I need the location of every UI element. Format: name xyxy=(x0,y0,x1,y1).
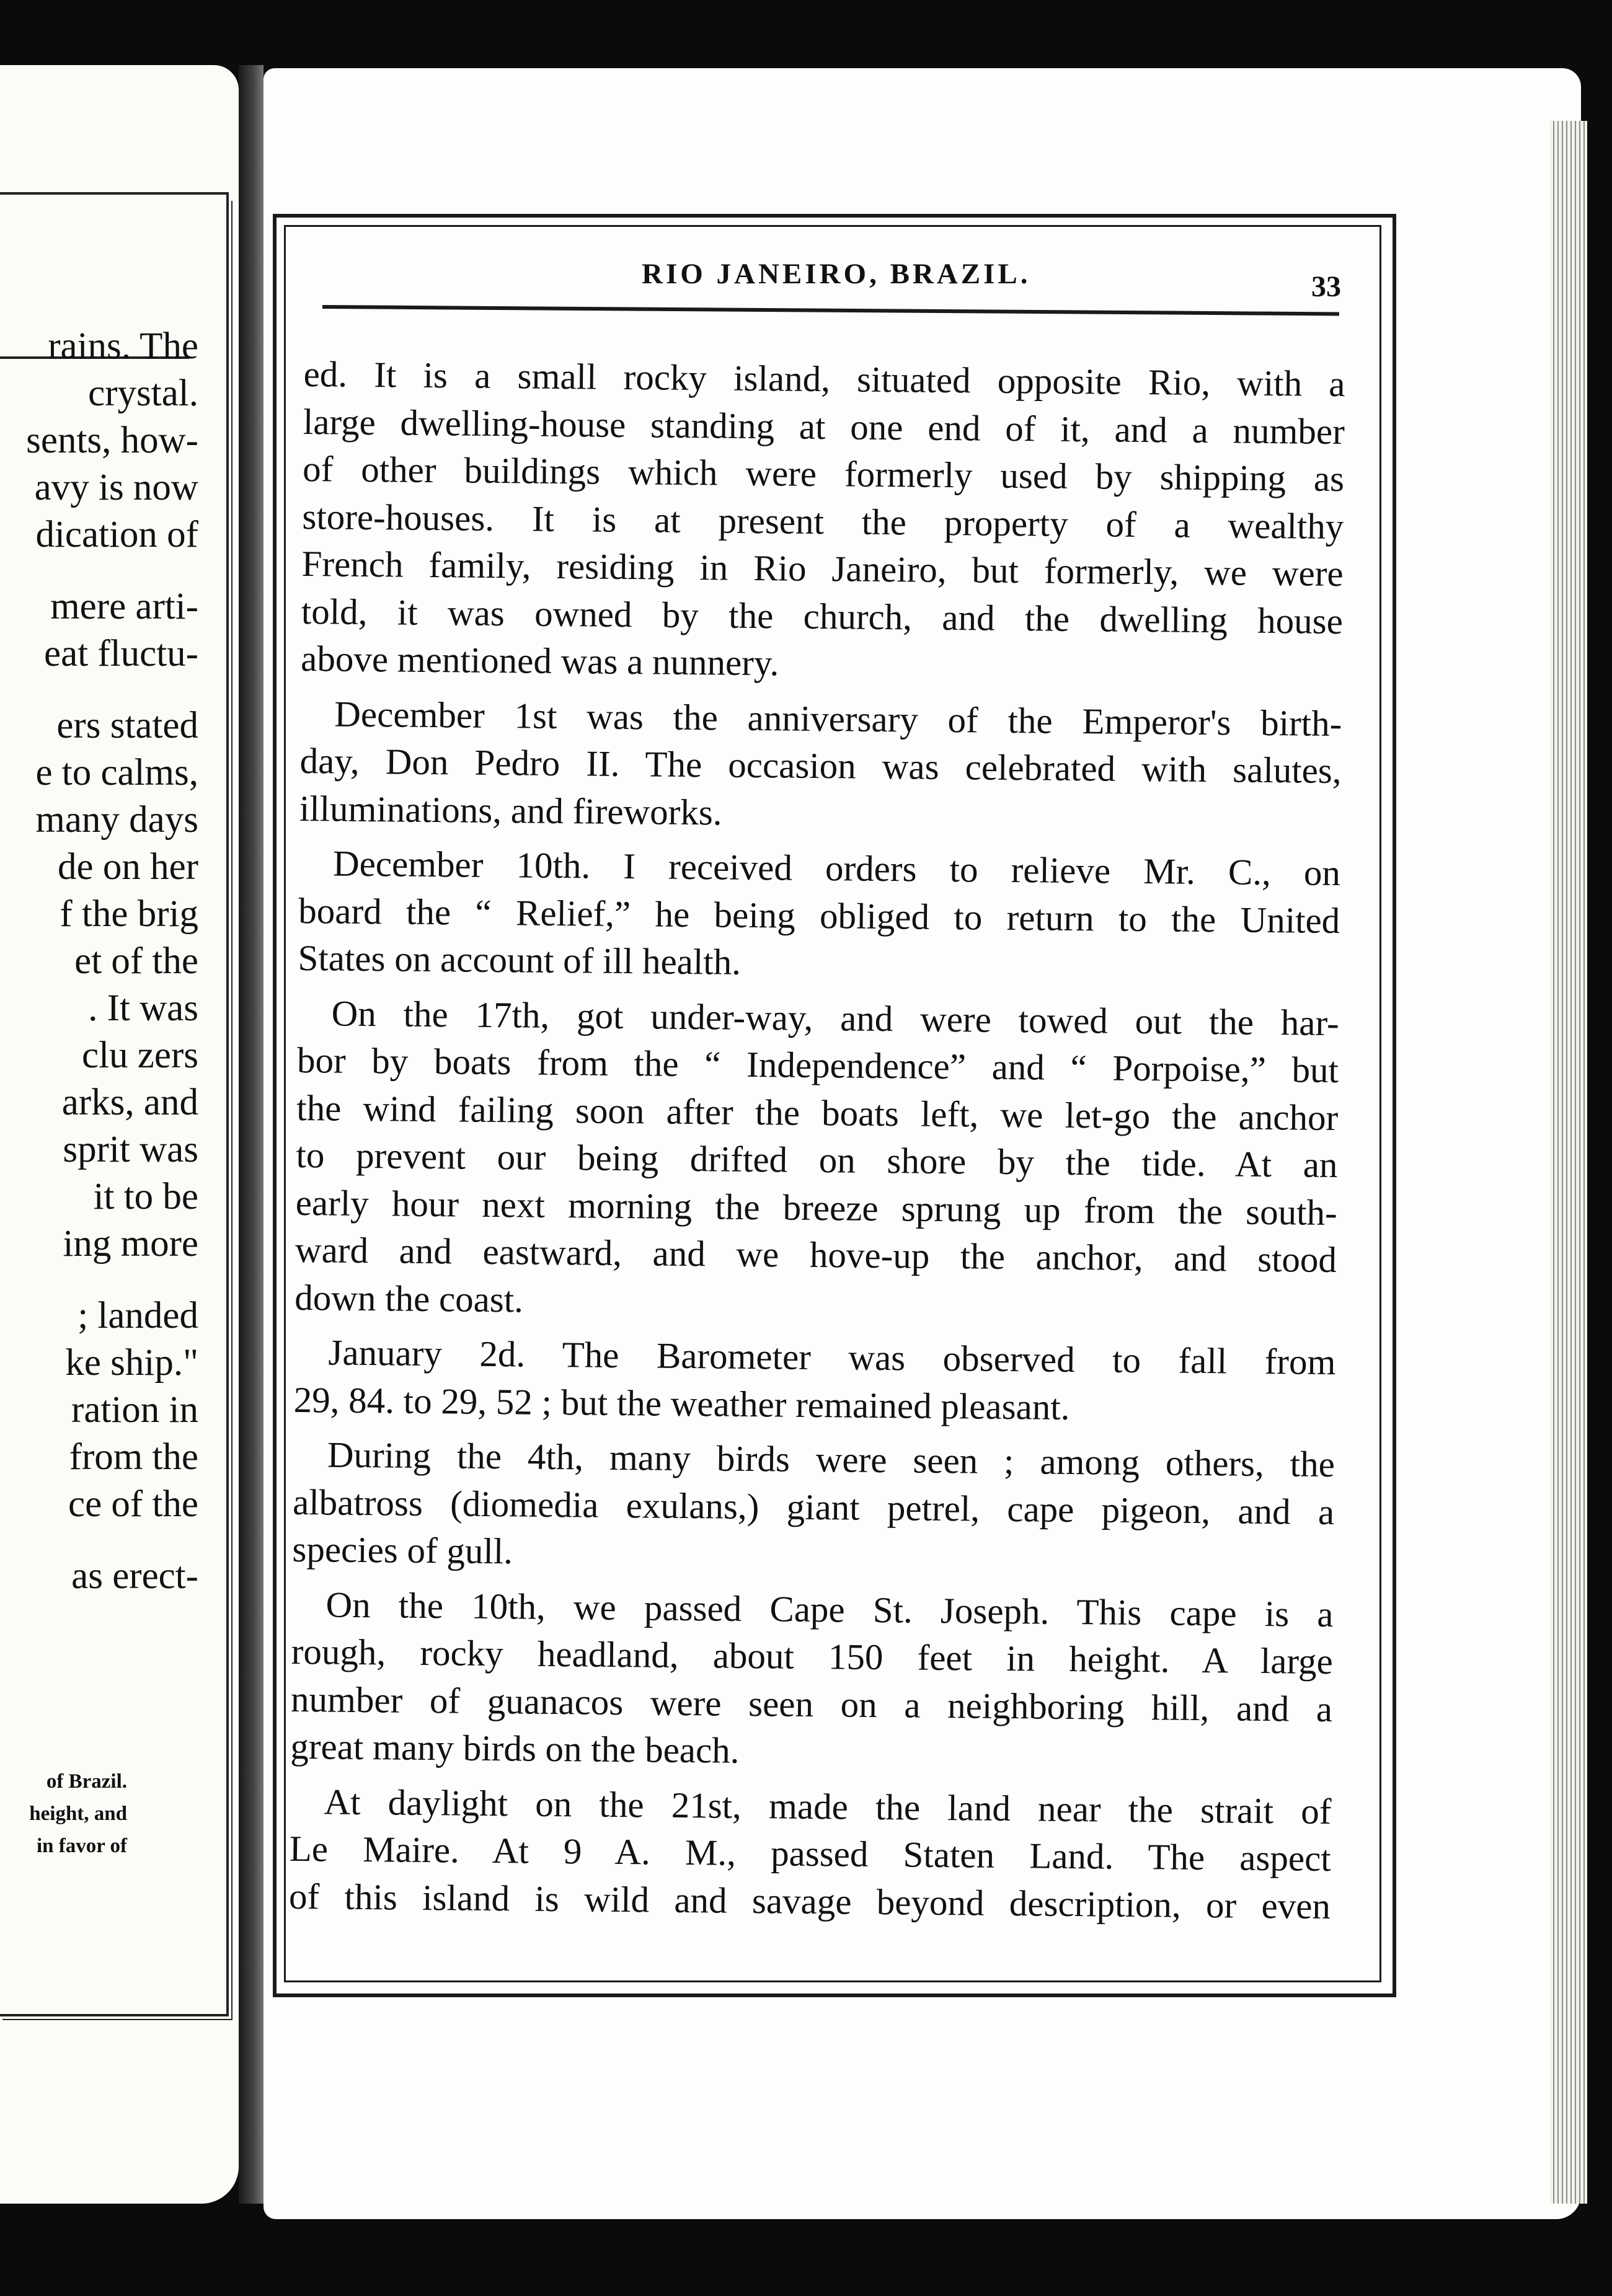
text-line: of this island is wild and savage beyond description, or even xyxy=(288,1875,1331,1927)
left-page-line: . It was xyxy=(88,987,198,1029)
left-page-line: e to calms, xyxy=(35,752,198,793)
left-page xyxy=(0,65,239,2204)
left-page-footnote-line: in favor of xyxy=(36,1835,127,1857)
text-line: told, it was owned by the church, and the dwelling house xyxy=(301,590,1344,642)
text-line: At daylight on the 21st, made the land near the strait of xyxy=(324,1780,1332,1832)
text-line: December 1st was the anniversary of the Emperor's birth- xyxy=(334,693,1342,744)
text-line: ed. It is a small rocky island, situated opposite Rio, with a xyxy=(303,353,1345,405)
text-line: great many birds on the beach. xyxy=(290,1725,740,1771)
left-page-line: sprit was xyxy=(63,1129,198,1170)
left-page-line: et of the xyxy=(74,940,198,982)
left-page-line: from the xyxy=(69,1436,198,1478)
left-page-line: many days xyxy=(35,799,198,841)
text-line: above mentioned was a nunnery. xyxy=(300,637,779,684)
left-page-line: ; landed xyxy=(78,1295,198,1336)
left-page-footnote-line: height, and xyxy=(29,1803,127,1825)
left-page-line: ers stated xyxy=(56,705,198,746)
text-line: of other buildings which were formerly used by shipping as xyxy=(302,448,1345,500)
text-line: large dwelling-house standing at one end of it, and a number xyxy=(303,400,1345,452)
left-page-footnote-line: of Brazil. xyxy=(46,1770,127,1793)
left-page-line: eat fluctu- xyxy=(44,633,198,674)
text-line: January 2d. The Barometer was observed to fall from xyxy=(328,1331,1336,1383)
text-line: species of gull. xyxy=(292,1528,513,1572)
running-head: RIO JANEIRO, BRAZIL. xyxy=(642,258,1031,290)
text-line: albatross (diomedia exulans,) giant petrel, cape pigeon, and a xyxy=(292,1481,1335,1532)
left-page-line: it to be xyxy=(93,1176,198,1217)
left-page-line: rains. The xyxy=(48,325,198,367)
text-line: On the 10th, we passed Cape St. Joseph. This cape is a xyxy=(326,1583,1334,1635)
left-page-line: ing more xyxy=(63,1223,198,1265)
left-page-line: ke ship." xyxy=(65,1342,198,1384)
text-line: to prevent our being drifted on shore by the tide. At an xyxy=(296,1134,1338,1186)
text-line: number of guanacos were seen on a neighboring hill, and a xyxy=(290,1678,1333,1729)
page-number: 33 xyxy=(1311,270,1341,303)
left-page-line: arks, and xyxy=(61,1082,198,1123)
left-page-line: sents, how- xyxy=(26,420,198,461)
text-line: store-houses. It is at present the property of a wealthy xyxy=(302,495,1344,547)
left-page-line: avy is now xyxy=(34,467,198,508)
left-page-line: ce of the xyxy=(68,1483,198,1525)
text-line: During the 4th, many birds were seen ; among others, the xyxy=(327,1434,1335,1485)
text-line: down the coast. xyxy=(294,1276,524,1320)
left-page-line: mere arti- xyxy=(50,586,198,627)
text-line: bor by boats from the “ Independence” and “ Porpoise,” but xyxy=(296,1039,1339,1091)
book-gutter xyxy=(239,65,264,2204)
page-edges xyxy=(1550,121,1587,2204)
text-line: the wind failing soon after the boats left, we let-go the anchor xyxy=(296,1087,1339,1138)
text-line: ward and eastward, and we hove-up the anchor, and stood xyxy=(294,1229,1337,1281)
left-page-line: ration in xyxy=(71,1389,198,1431)
left-page-line: dication of xyxy=(35,514,198,555)
text-line: December 10th. I received orders to relieve Mr. C., on xyxy=(332,842,1341,894)
left-page-line: de on her xyxy=(58,846,198,888)
text-line: day, Don Pedro II. The occasion was celebrated with salutes, xyxy=(299,740,1342,792)
text-line: early hour next morning the breeze sprung up from the south- xyxy=(295,1181,1338,1233)
left-page-line: as erect- xyxy=(71,1555,198,1597)
text-line: Le Maire. At 9 A. M., passed Staten Land. The aspect xyxy=(289,1827,1332,1879)
left-page-line: f the brig xyxy=(60,893,198,935)
body-text xyxy=(289,350,1345,1930)
left-page-line: clu zers xyxy=(82,1035,198,1076)
text-line: On the 17th, got under-way, and were towed out the har- xyxy=(331,992,1339,1043)
text-line: board the “ Relief,” he being obliged to return to the United xyxy=(298,890,1340,941)
text-line: rough, rocky headland, about 150 feet in height. A large xyxy=(291,1630,1334,1682)
text-line: illuminations, and fireworks. xyxy=(299,787,722,833)
text-line: States on account of ill health. xyxy=(298,937,742,982)
text-line: French family, residing in Rio Janeiro, but formerly, we were xyxy=(301,542,1344,594)
text-line: 29, 84. to 29, 52 ; but the weather remained pleasant. xyxy=(293,1379,1070,1428)
left-page-line: crystal. xyxy=(88,373,198,414)
